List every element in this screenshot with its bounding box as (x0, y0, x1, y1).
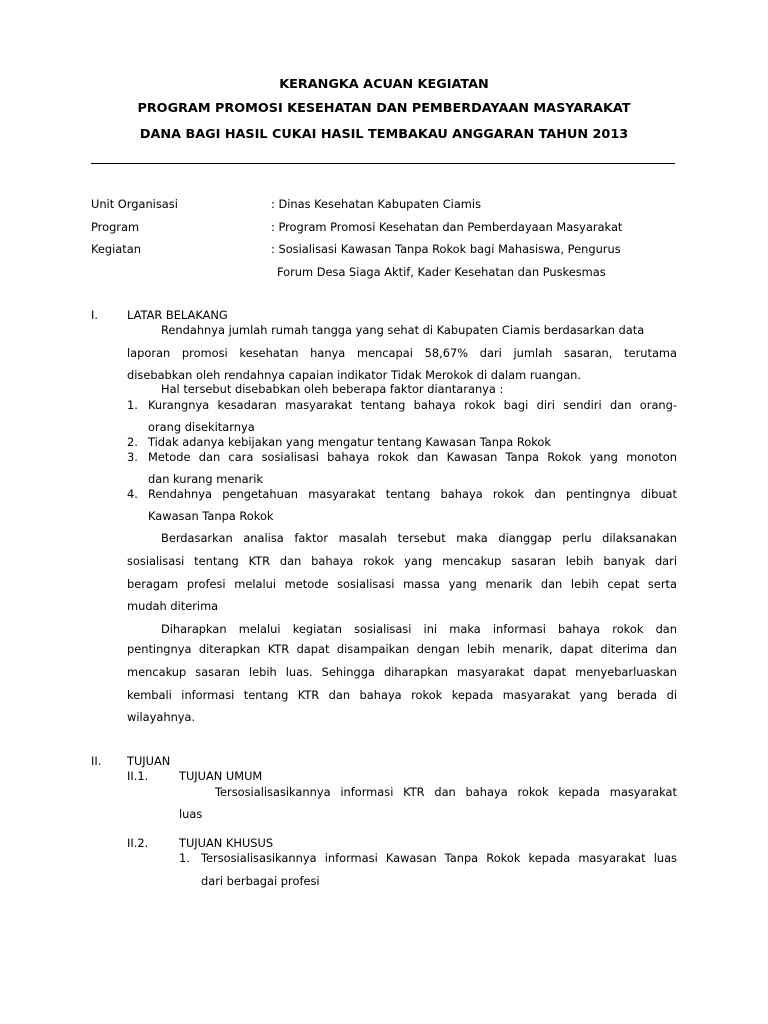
subsection-2-number: II.2. (127, 836, 149, 850)
subsection-1-number: II.1. (127, 769, 149, 783)
subsection-1-text-continued: luas (179, 807, 203, 821)
subsection-2-item-text: Tersosialisasikannya informasi Kawasan Tanpa Rokok kepada masyarakat luas (201, 851, 677, 865)
section-2-number: II. (91, 754, 102, 768)
paragraph-4-line: Diharapkan melalui kegiatan sosialisasi ini maka informasi bahaya rokok dan (161, 622, 677, 636)
subsection-2-item-text-continued: dari berbagai profesi (201, 874, 320, 888)
paragraph-1-line: laporan promosi kesehatan hanya mencapai 58,67% dari jumlah sasaran, terutama (127, 346, 677, 360)
kegiatan-value-continued: Forum Desa Siaga Aktif, Kader Kesehatan dan Puskesmas (277, 265, 606, 279)
program-label: Program (91, 220, 140, 234)
paragraph-4-line: pentingnya diterapkan KTR dapat disampaikan dengan lebih menarik, dapat diterima dan (127, 642, 677, 656)
list-item-number: 2. (127, 435, 138, 449)
paragraph-2: Hal tersebut disebabkan oleh beberapa faktor diantaranya : (161, 382, 504, 396)
unit-label: Unit Organisasi (91, 197, 178, 211)
paragraph-1-line: Rendahnya jumlah rumah tangga yang sehat di Kabupaten Ciamis berdasarkan data (161, 323, 645, 337)
list-item-text-continued: Kawasan Tanpa Rokok (148, 509, 274, 523)
list-item-text: Metode dan cara sosialisasi bahaya rokok dan Kawasan Tanpa Rokok yang monoton (148, 450, 677, 464)
section-2-title: TUJUAN (127, 754, 171, 768)
paragraph-3-line: Berdasarkan analisa faktor masalah tersebut maka dianggap perlu dilaksanakan (161, 531, 677, 545)
paragraph-4-line: wilayahnya. (127, 710, 196, 724)
kegiatan-value: : Sosialisasi Kawasan Tanpa Rokok bagi Mahasiswa, Pengurus (271, 242, 621, 256)
paragraph-4-line: kembali informasi tentang KTR dan bahaya rokok kepada masyarakat yang berada di (127, 688, 677, 702)
subsection-1-title: TUJUAN UMUM (179, 769, 263, 783)
list-item-number: 1. (127, 398, 138, 412)
list-item-text: Rendahnya pengetahuan masyarakat tentang bahaya rokok dan pentingnya dibuat (148, 487, 677, 501)
paragraph-3-line: sosialisasi tentang KTR dan bahaya rokok yang mencakup sasaran lebih banyak dari (127, 554, 677, 568)
doc-subtitle-program: PROGRAM PROMOSI KESEHATAN DAN PEMBERDAYAAN MASYARAKAT (137, 101, 631, 116)
unit-value: : Dinas Kesehatan Kabupaten Ciamis (271, 197, 482, 211)
doc-subtitle-funding: DANA BAGI HASIL CUKAI HASIL TEMBAKAU ANGGARAN TAHUN 2013 (139, 127, 629, 142)
paragraph-3-line: beragam profesi melalui metode sosialisasi massa yang menarik dan lebih cepat serta (127, 577, 677, 591)
list-item-text: Tidak adanya kebijakan yang mengatur tentang Kawasan Tanpa Rokok (148, 435, 551, 449)
paragraph-4-line: mencakup sasaran lebih luas. Sehingga diharapkan masyarakat dapat menyebarluaskan (127, 665, 677, 679)
list-item-text-continued: dan kurang menarik (148, 472, 263, 486)
program-value: : Program Promosi Kesehatan dan Pemberdayaan Masyarakat (271, 220, 623, 234)
list-item-text-continued: orang disekitarnya (148, 420, 255, 434)
section-1-number: I. (91, 308, 98, 322)
subsection-1-text: Tersosialisasikannya informasi KTR dan bahaya rokok kepada masyarakat (215, 785, 677, 799)
list-item-number: 4. (127, 487, 138, 501)
doc-title: KERANGKA ACUAN KEGIATAN (279, 77, 489, 92)
list-item-text: Kurangnya kesadaran masyarakat tentang bahaya rokok bagi diri sendiri dan orang- (148, 398, 677, 412)
paragraph-3-line: mudah diterima (127, 599, 219, 613)
paragraph-1-line: disebabkan oleh rendahnya capaian indikator Tidak Merokok di dalam ruangan. (127, 368, 582, 382)
list-item-number: 3. (127, 450, 138, 464)
subsection-2-item-number: 1. (179, 851, 190, 865)
subsection-2-title: TUJUAN KHUSUS (179, 836, 274, 850)
section-1-title: LATAR BELAKANG (127, 308, 228, 322)
header-divider (91, 163, 675, 164)
kegiatan-label: Kegiatan (91, 242, 141, 256)
